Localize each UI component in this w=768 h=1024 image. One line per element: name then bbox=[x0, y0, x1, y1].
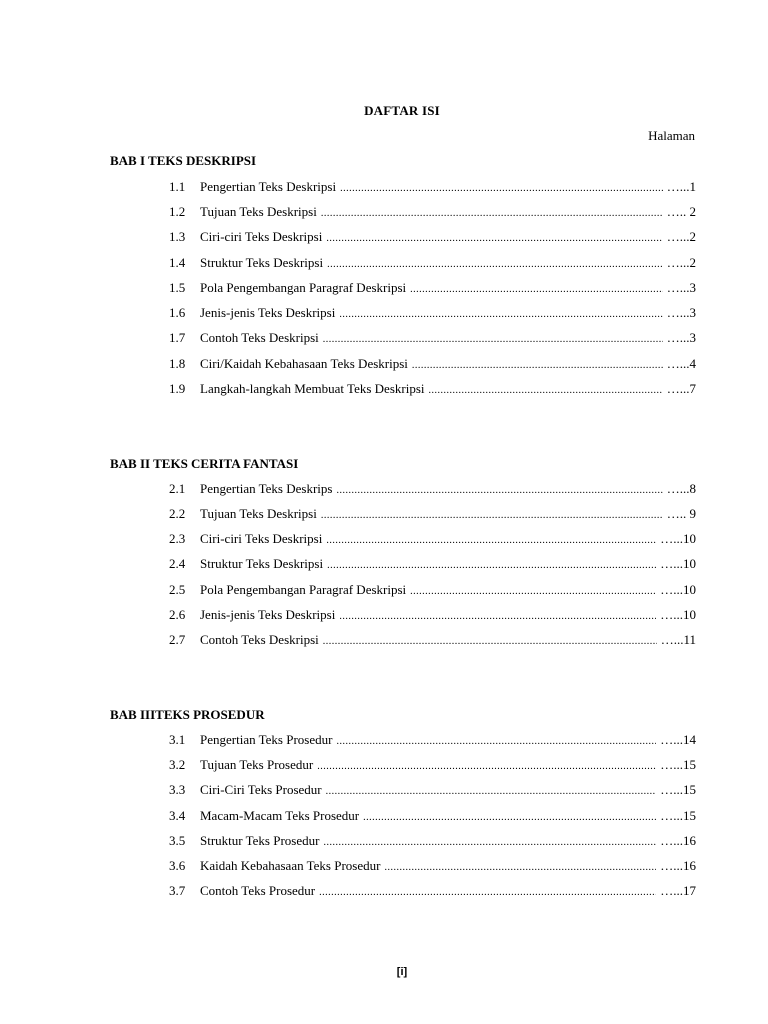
entry-page: …...3 bbox=[666, 280, 696, 295]
chapter-heading: BAB II TEKS CERITA FANTASI bbox=[110, 456, 299, 471]
entry-number: 1.9 bbox=[169, 381, 186, 396]
entry-title: Contoh Teks Deskripsi bbox=[200, 632, 319, 647]
entry-number: 1.5 bbox=[169, 280, 186, 295]
toc-entry[interactable] bbox=[169, 381, 696, 397]
dot-leader bbox=[326, 786, 657, 797]
entry-number: 3.4 bbox=[169, 808, 186, 823]
dot-leader bbox=[340, 183, 663, 194]
entry-title: Pola Pengembangan Paragraf Deskripsi bbox=[200, 582, 407, 597]
dot-leader bbox=[323, 636, 657, 647]
entry-title: Struktur Teks Deskripsi bbox=[200, 556, 324, 571]
toc-entry[interactable] bbox=[169, 255, 696, 271]
dot-leader bbox=[317, 761, 656, 772]
entry-title: Pengertian Teks Deskripsi bbox=[200, 179, 337, 194]
dot-leader bbox=[412, 360, 663, 371]
dot-leader bbox=[384, 862, 656, 873]
toc-entry[interactable] bbox=[169, 506, 696, 522]
entry-number: 2.7 bbox=[169, 632, 186, 647]
toc-entry[interactable] bbox=[169, 757, 696, 773]
entry-title: Kaidah Kebahasaan Teks Prosedur bbox=[200, 858, 381, 873]
entry-page: …...15 bbox=[660, 782, 696, 797]
toc-entry[interactable] bbox=[169, 330, 696, 346]
entry-title: Tujuan Teks Deskripsi bbox=[200, 204, 317, 219]
entry-title: Pengertian Teks Prosedur bbox=[200, 732, 333, 747]
entry-number: 1.3 bbox=[169, 229, 186, 244]
entry-title: Contoh Teks Prosedur bbox=[200, 883, 316, 898]
entry-page: …...10 bbox=[660, 556, 696, 571]
entry-title: Jenis-jenis Teks Deskripsi bbox=[200, 305, 336, 320]
toc-entry[interactable] bbox=[169, 607, 696, 623]
entry-page: …...16 bbox=[660, 858, 696, 873]
page-title: DAFTAR ISI bbox=[364, 103, 440, 118]
dot-leader bbox=[336, 485, 662, 496]
toc-entry[interactable] bbox=[169, 808, 696, 824]
entry-title: Tujuan Teks Prosedur bbox=[200, 757, 314, 772]
toc-entry[interactable] bbox=[169, 280, 696, 296]
entry-number: 1.8 bbox=[169, 356, 186, 371]
entry-number: 1.6 bbox=[169, 305, 186, 320]
chapter-heading: BAB IIITEKS PROSEDUR bbox=[110, 707, 265, 722]
toc-entry[interactable] bbox=[169, 632, 696, 648]
entry-page: ….. 9 bbox=[666, 506, 696, 521]
toc-entry[interactable] bbox=[169, 356, 696, 372]
dot-leader bbox=[410, 586, 656, 597]
entry-page: …...7 bbox=[666, 381, 696, 396]
halaman-label: Halaman bbox=[648, 128, 695, 143]
entry-number: 1.1 bbox=[169, 179, 186, 194]
entry-title: Macam-Macam Teks Prosedur bbox=[200, 808, 360, 823]
entry-page: …...10 bbox=[660, 582, 696, 597]
entry-page: …...3 bbox=[666, 305, 696, 320]
entry-page: …...17 bbox=[660, 883, 696, 898]
entry-page: …...14 bbox=[660, 732, 696, 747]
entry-page: …...2 bbox=[666, 255, 696, 270]
toc-entry[interactable] bbox=[169, 481, 696, 497]
entry-page: …...8 bbox=[666, 481, 696, 496]
entry-page: …...10 bbox=[660, 531, 696, 546]
entry-number: 3.5 bbox=[169, 833, 186, 848]
toc-entry[interactable] bbox=[169, 582, 696, 598]
toc-entry[interactable] bbox=[169, 833, 696, 849]
dot-leader bbox=[336, 736, 656, 747]
chapter-heading: BAB I TEKS DESKRIPSI bbox=[110, 153, 257, 168]
dot-leader bbox=[323, 334, 663, 345]
toc-entry[interactable] bbox=[169, 179, 696, 195]
dot-leader bbox=[326, 233, 662, 244]
toc-entry[interactable] bbox=[169, 782, 696, 798]
entry-number: 3.3 bbox=[169, 782, 186, 797]
page-number-footer: [i] bbox=[396, 966, 408, 978]
entry-page: …...1 bbox=[666, 179, 696, 194]
entry-number: 1.2 bbox=[169, 204, 186, 219]
entry-page: …...3 bbox=[666, 330, 696, 345]
dot-leader bbox=[326, 535, 656, 546]
dot-leader bbox=[363, 812, 656, 823]
entry-page: …...10 bbox=[660, 607, 696, 622]
toc-entry[interactable] bbox=[169, 531, 696, 547]
entry-title: Ciri/Kaidah Kebahasaan Teks Deskripsi bbox=[200, 356, 408, 371]
entry-title: Jenis-jenis Teks Deskripsi bbox=[200, 607, 336, 622]
dot-leader bbox=[319, 887, 656, 898]
entry-page: …...4 bbox=[666, 356, 696, 371]
entry-page: …...11 bbox=[660, 632, 696, 647]
entry-number: 1.7 bbox=[169, 330, 186, 345]
entry-number: 2.3 bbox=[169, 531, 186, 546]
entry-title: Tujuan Teks Deskripsi bbox=[200, 506, 317, 521]
entry-number: 2.4 bbox=[169, 556, 186, 571]
toc-entry[interactable] bbox=[169, 556, 696, 572]
dot-leader bbox=[339, 611, 656, 622]
entry-number: 1.4 bbox=[169, 255, 186, 270]
entry-title: Ciri-ciri Teks Deskripsi bbox=[200, 229, 323, 244]
entry-title: Struktur Teks Deskripsi bbox=[200, 255, 324, 270]
toc-entry[interactable] bbox=[169, 883, 696, 899]
dot-leader bbox=[339, 309, 662, 320]
dot-leader bbox=[323, 837, 656, 848]
toc-entry[interactable] bbox=[169, 229, 696, 245]
toc-entry[interactable] bbox=[169, 858, 696, 874]
entry-title: Pengertian Teks Deskrips bbox=[200, 481, 333, 496]
entry-page: …...15 bbox=[660, 757, 696, 772]
entry-number: 3.6 bbox=[169, 858, 186, 873]
dot-leader bbox=[327, 259, 663, 270]
dot-leader bbox=[410, 284, 663, 295]
entry-title: Ciri-ciri Teks Deskripsi bbox=[200, 531, 323, 546]
entry-number: 3.7 bbox=[169, 883, 186, 898]
entry-number: 2.5 bbox=[169, 582, 186, 597]
toc-entry[interactable] bbox=[169, 204, 696, 220]
toc-entry[interactable] bbox=[169, 732, 696, 748]
entry-title: Ciri-Ciri Teks Prosedur bbox=[200, 782, 322, 797]
entry-number: 3.2 bbox=[169, 757, 186, 772]
entry-title: Struktur Teks Prosedur bbox=[200, 833, 320, 848]
entry-number: 3.1 bbox=[169, 732, 186, 747]
dot-leader bbox=[327, 560, 656, 571]
entry-number: 2.1 bbox=[169, 481, 186, 496]
entry-page: …...15 bbox=[660, 808, 696, 823]
entry-page: …...2 bbox=[666, 229, 696, 244]
dot-leader bbox=[429, 385, 663, 396]
entry-number: 2.2 bbox=[169, 506, 186, 521]
entry-number: 2.6 bbox=[169, 607, 186, 622]
dot-leader bbox=[321, 208, 663, 219]
entry-title: Contoh Teks Deskripsi bbox=[200, 330, 319, 345]
entry-title: Langkah-langkah Membuat Teks Deskripsi bbox=[200, 381, 425, 396]
entry-title: Pola Pengembangan Paragraf Deskripsi bbox=[200, 280, 407, 295]
entry-page: ….. 2 bbox=[666, 204, 696, 219]
entry-page: …...16 bbox=[660, 833, 696, 848]
toc-entry[interactable] bbox=[169, 305, 696, 321]
dot-leader bbox=[321, 510, 663, 521]
